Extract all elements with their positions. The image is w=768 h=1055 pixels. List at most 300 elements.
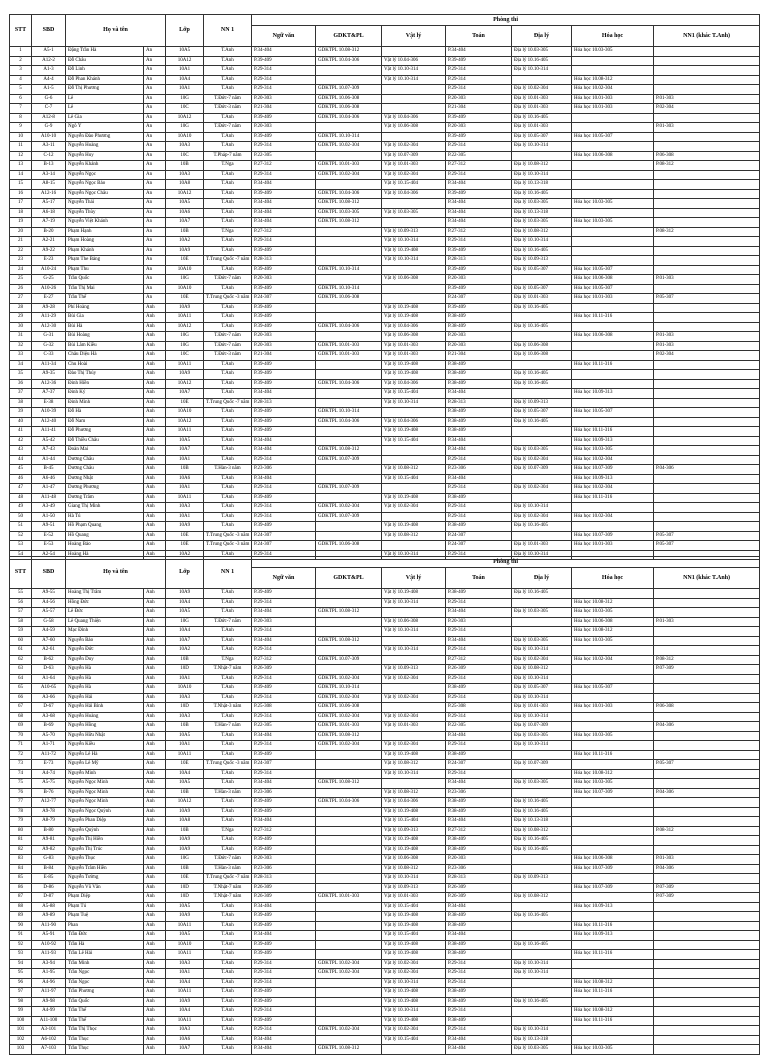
cell-stt: 90 — [10, 921, 32, 931]
header-exam-rooms: Phòng thi — [252, 557, 760, 568]
cell-gdktpl: GDKTPL 10.01-303 — [316, 351, 382, 361]
table-row — [10, 427, 760, 437]
cell-sbd: A1-71 — [32, 741, 66, 751]
cell-toan: P.20-303 — [446, 617, 512, 627]
cell-sbd: E-23 — [32, 256, 66, 266]
cell-dia-ly — [512, 950, 572, 960]
cell-vat-ly — [382, 104, 446, 114]
cell-gender-suffix: Anh — [144, 902, 166, 912]
cell-sbd: E-38 — [32, 398, 66, 408]
cell-stt: 52 — [10, 531, 32, 541]
cell-sbd: A4-96 — [32, 978, 66, 988]
cell-vat-ly — [382, 85, 446, 95]
cell-toan: P.29-314 — [446, 237, 512, 247]
cell-hoa-hoc: Hóa học 10.06-308 — [572, 332, 654, 342]
cell-toan: P.38-409 — [446, 589, 512, 599]
table-row — [10, 807, 760, 817]
cell-hoa-hoc: Hóa học 10.09-313 — [572, 931, 654, 941]
cell-hoa-hoc: Hóa học 10.07-309 — [572, 465, 654, 475]
cell-vat-ly: Vật lý 10.10-314 — [382, 398, 446, 408]
cell-sbd: A12-36 — [32, 379, 66, 389]
cell-dia-ly: Địa lý 10.16-405 — [512, 836, 572, 846]
cell-full-name: Nguyễn Hà — [66, 674, 144, 684]
cell-full-name: Đỗ Thị Phương — [66, 85, 144, 95]
cell-stt: 83 — [10, 855, 32, 865]
cell-hoa-hoc — [572, 798, 654, 808]
cell-dia-ly: Địa lý 10.10-314 — [512, 142, 572, 152]
cell-nn1-other — [654, 493, 760, 503]
cell-sbd: E-52 — [32, 531, 66, 541]
cell-class: 10A10 — [166, 940, 204, 950]
cell-ngu-van: P.20-303 — [252, 332, 316, 342]
cell-nn1-other: P.05-307 — [654, 531, 760, 541]
cell-nn1-other — [654, 417, 760, 427]
cell-stt: 99 — [10, 1007, 32, 1017]
cell-hoa-hoc — [572, 142, 654, 152]
table-row — [10, 56, 760, 66]
cell-hoa-hoc — [572, 398, 654, 408]
cell-class: 10B — [166, 864, 204, 874]
header-subject-nn1-other: NN1 (khác T.Anh) — [654, 568, 760, 589]
cell-hoa-hoc: Hóa học 10.05-307 — [572, 284, 654, 294]
cell-nn1: T.Anh — [204, 142, 252, 152]
cell-hoa-hoc: Hóa học 10.01-303 — [572, 94, 654, 104]
cell-nn1: T.Anh — [204, 56, 252, 66]
cell-gender-suffix: Anh — [144, 959, 166, 969]
cell-gdktpl: GDKTPL 10.10-314 — [316, 284, 382, 294]
cell-nn1-other — [654, 769, 760, 779]
cell-nn1: T.Anh — [204, 1026, 252, 1036]
header-class: Lớp — [166, 557, 204, 589]
table-row — [10, 1007, 760, 1017]
cell-hoa-hoc: Hóa học 10.03-305 — [572, 636, 654, 646]
cell-toan: P.39-409 — [446, 132, 512, 142]
cell-nn1-other: P.05-307 — [654, 294, 760, 304]
cell-full-name: Đỗ Phan Khánh — [66, 75, 144, 85]
cell-full-name: Đỗ Phương — [66, 427, 144, 437]
cell-full-name: Nguyễn Ngọc Quỳnh — [66, 807, 144, 817]
cell-gender-suffix: Anh — [144, 655, 166, 665]
cell-toan: P.34-404 — [446, 180, 512, 190]
cell-ngu-van: P.29-314 — [252, 550, 316, 560]
cell-ngu-van: P.29-314 — [252, 712, 316, 722]
cell-hoa-hoc — [572, 893, 654, 903]
cell-sbd: A10-26 — [32, 284, 66, 294]
cell-ngu-van: P.20-303 — [252, 855, 316, 865]
cell-ngu-van: P.29-314 — [252, 512, 316, 522]
cell-toan: P.38-409 — [446, 417, 512, 427]
cell-nn1-other — [654, 398, 760, 408]
cell-stt: 26 — [10, 284, 32, 294]
cell-stt: 58 — [10, 617, 32, 627]
cell-dia-ly — [512, 921, 572, 931]
cell-nn1: T.Anh — [204, 807, 252, 817]
cell-full-name: Trần Thục — [66, 1035, 144, 1045]
cell-stt: 78 — [10, 807, 32, 817]
cell-full-name: Lê — [66, 104, 144, 114]
cell-gdktpl: GDKTPL 10.07-309 — [316, 655, 382, 665]
table-row — [10, 104, 760, 114]
cell-dia-ly: Địa lý 10.03-305 — [512, 446, 572, 456]
cell-hoa-hoc: Hóa học 10.02-304 — [572, 85, 654, 95]
cell-full-name: Đinh Ký — [66, 389, 144, 399]
cell-dia-ly: Địa lý 10.05-307 — [512, 284, 572, 294]
table-row — [10, 760, 760, 770]
cell-stt: 72 — [10, 750, 32, 760]
cell-ngu-van: P.28-313 — [252, 256, 316, 266]
table-row — [10, 246, 760, 256]
cell-gender-suffix: Anh — [144, 703, 166, 713]
cell-nn1: T.Trung Quốc -3 năm — [204, 294, 252, 304]
cell-toan: P.20-303 — [446, 275, 512, 285]
cell-vat-ly: Vật lý 10.19-408 — [382, 427, 446, 437]
cell-class: 10A10 — [166, 684, 204, 694]
table-row — [10, 636, 760, 646]
cell-dia-ly — [512, 313, 572, 323]
cell-ngu-van: P.39-409 — [252, 313, 316, 323]
table-row — [10, 161, 760, 171]
cell-hoa-hoc — [572, 646, 654, 656]
cell-ngu-van: P.39-409 — [252, 997, 316, 1007]
cell-vat-ly: Vật lý 10.15-404 — [382, 817, 446, 827]
cell-vat-ly — [382, 199, 446, 209]
cell-dia-ly: Địa lý 10.10-314 — [512, 693, 572, 703]
cell-ngu-van: P.20-303 — [252, 275, 316, 285]
cell-nn1-other — [654, 1016, 760, 1026]
cell-hoa-hoc: Hóa học 10.03-305 — [572, 1045, 654, 1055]
cell-gender-suffix: Anh — [144, 950, 166, 960]
cell-nn1-other — [654, 912, 760, 922]
cell-class: 10B — [166, 161, 204, 171]
header-subject-gdktpl: GDKT&PL — [316, 568, 382, 589]
cell-class: 10A7 — [166, 636, 204, 646]
cell-nn1-other: P.04-306 — [654, 864, 760, 874]
cell-ngu-van: P.26-309 — [252, 665, 316, 675]
cell-nn1-other — [654, 988, 760, 998]
cell-toan: P.38-409 — [446, 798, 512, 808]
cell-ngu-van: P.34-404 — [252, 931, 316, 941]
cell-toan: P.21-304 — [446, 351, 512, 361]
cell-ngu-van: P.34-404 — [252, 47, 316, 57]
cell-hoa-hoc — [572, 351, 654, 361]
cell-full-name: Nguyễn Hữu Nhật — [66, 731, 144, 741]
cell-toan: P.34-404 — [446, 218, 512, 228]
cell-gender-suffix: Anh — [144, 512, 166, 522]
table-row — [10, 322, 760, 332]
cell-nn1: T.Nhật-7 năm — [204, 665, 252, 675]
cell-gender-suffix: Anh — [144, 550, 166, 560]
cell-vat-ly: Vật lý 10.02-304 — [382, 170, 446, 180]
cell-sbd: A11-90 — [32, 921, 66, 931]
cell-ngu-van: P.39-409 — [252, 921, 316, 931]
cell-nn1: T.Anh — [204, 1016, 252, 1026]
cell-gender-suffix: An — [144, 246, 166, 256]
cell-sbd: B-20 — [32, 227, 66, 237]
cell-dia-ly — [512, 627, 572, 637]
cell-toan: P.34-404 — [446, 199, 512, 209]
cell-dia-ly: Địa lý 10.07-309 — [512, 760, 572, 770]
cell-class: 10A10 — [166, 408, 204, 418]
cell-vat-ly: Vật lý 10.02-304 — [382, 674, 446, 684]
cell-hoa-hoc — [572, 693, 654, 703]
cell-vat-ly: Vật lý 10.09-313 — [382, 826, 446, 836]
cell-toan: P.27-312 — [446, 227, 512, 237]
cell-full-name: Nguyễn Ngọc Minh — [66, 779, 144, 789]
cell-toan: P.38-409 — [446, 921, 512, 931]
cell-sbd: C-33 — [32, 351, 66, 361]
cell-dia-ly — [512, 769, 572, 779]
cell-ngu-van: P.39-409 — [252, 988, 316, 998]
cell-gender-suffix: Anh — [144, 988, 166, 998]
cell-nn1-other — [654, 47, 760, 57]
cell-stt: 6 — [10, 94, 32, 104]
table-row — [10, 874, 760, 884]
cell-gender-suffix: An — [144, 66, 166, 76]
cell-class: 10A3 — [166, 712, 204, 722]
table-row — [10, 132, 760, 142]
cell-vat-ly: Vật lý 10.02-304 — [382, 1026, 446, 1036]
cell-class: 10C — [166, 151, 204, 161]
cell-gender-suffix: Anh — [144, 883, 166, 893]
cell-toan: P.38-409 — [446, 684, 512, 694]
cell-nn1: T.Anh — [204, 360, 252, 370]
cell-class: 10B — [166, 227, 204, 237]
cell-class: 10A9 — [166, 836, 204, 846]
cell-stt: 67 — [10, 703, 32, 713]
cell-class: 10A4 — [166, 1007, 204, 1017]
cell-vat-ly — [382, 294, 446, 304]
cell-dia-ly: Địa lý 10.10-314 — [512, 503, 572, 513]
cell-full-name: Hồ Phạm Quang — [66, 522, 144, 532]
cell-class: 10A8 — [166, 180, 204, 190]
table-row — [10, 531, 760, 541]
cell-toan: P.29-314 — [446, 978, 512, 988]
cell-class: 10E — [166, 256, 204, 266]
cell-ngu-van: P.39-409 — [252, 56, 316, 66]
cell-gender-suffix: Anh — [144, 417, 166, 427]
cell-nn1: T.Anh — [204, 589, 252, 599]
cell-dia-ly — [512, 750, 572, 760]
cell-ngu-van: P.27-312 — [252, 826, 316, 836]
table-row — [10, 665, 760, 675]
cell-nn1-other — [654, 370, 760, 380]
cell-gdktpl — [316, 180, 382, 190]
cell-gdktpl — [316, 817, 382, 827]
cell-stt: 43 — [10, 446, 32, 456]
cell-stt: 61 — [10, 646, 32, 656]
cell-hoa-hoc — [572, 874, 654, 884]
cell-ngu-van: P.34-404 — [252, 180, 316, 190]
cell-nn1: T.Anh — [204, 75, 252, 85]
cell-dia-ly: Địa lý 10.03-305 — [512, 636, 572, 646]
cell-vat-ly: Vật lý 10.19-408 — [382, 589, 446, 599]
cell-hoa-hoc — [572, 845, 654, 855]
cell-nn1-other: P.07-309 — [654, 665, 760, 675]
cell-full-name: Bùi Lâm Kiều — [66, 341, 144, 351]
table-row — [10, 826, 760, 836]
cell-hoa-hoc: Hóa học 10.05-307 — [572, 684, 654, 694]
cell-full-name: Lê Đức — [66, 608, 144, 618]
cell-toan: P.20-303 — [446, 123, 512, 133]
cell-gender-suffix: Anh — [144, 484, 166, 494]
cell-dia-ly: Địa lý 10.03-305 — [512, 731, 572, 741]
cell-class: 10C — [166, 104, 204, 114]
cell-nn1-other — [654, 237, 760, 247]
cell-gdktpl: GDKTPL 10.02-304 — [316, 712, 382, 722]
cell-toan: P.29-314 — [446, 674, 512, 684]
cell-gender-suffix: Anh — [144, 541, 166, 551]
cell-full-name: Phạm Hạnh — [66, 227, 144, 237]
cell-dia-ly: Địa lý 10.10-314 — [512, 1026, 572, 1036]
table-row — [10, 408, 760, 418]
header-subject-toan: Toán — [446, 26, 512, 47]
cell-sbd: B-62 — [32, 655, 66, 665]
cell-nn1-other: P.04-306 — [654, 465, 760, 475]
table-row — [10, 151, 760, 161]
cell-dia-ly: Địa lý 10.06-308 — [512, 351, 572, 361]
cell-class: 10A9 — [166, 522, 204, 532]
cell-vat-ly: Vật lý 10.19-408 — [382, 845, 446, 855]
cell-class: 10A1 — [166, 484, 204, 494]
cell-full-name: Bùi Hà — [66, 322, 144, 332]
cell-class: 10E — [166, 541, 204, 551]
cell-hoa-hoc: Hóa học 10.06-308 — [572, 617, 654, 627]
cell-gdktpl: GDKTPL 10.02-304 — [316, 741, 382, 751]
cell-class: 10A3 — [166, 1026, 204, 1036]
cell-dia-ly — [512, 988, 572, 998]
cell-sbd: E-53 — [32, 541, 66, 551]
cell-hoa-hoc: Hóa học 10.11-316 — [572, 313, 654, 323]
header-subject-ngu-van: Ngữ văn — [252, 568, 316, 589]
cell-hoa-hoc — [572, 56, 654, 66]
cell-hoa-hoc — [572, 189, 654, 199]
cell-gdktpl: GDKTPL 10.08-312 — [316, 446, 382, 456]
cell-gdktpl — [316, 807, 382, 817]
cell-vat-ly: Vật lý 10.19-408 — [382, 360, 446, 370]
cell-ngu-van: P.34-404 — [252, 902, 316, 912]
cell-hoa-hoc — [572, 237, 654, 247]
table-row — [10, 978, 760, 988]
cell-stt: 2 — [10, 56, 32, 66]
table-row — [10, 712, 760, 722]
cell-nn1-other — [654, 874, 760, 884]
cell-hoa-hoc — [572, 170, 654, 180]
cell-gdktpl: GDKTPL 10.04-306 — [316, 113, 382, 123]
header-subject-nn1-other: NN1 (khác T.Anh) — [654, 26, 760, 47]
cell-toan: P.24-307 — [446, 541, 512, 551]
cell-gdktpl — [316, 436, 382, 446]
cell-sbd: A7-43 — [32, 446, 66, 456]
cell-stt: 86 — [10, 883, 32, 893]
cell-sbd: A12-16 — [32, 189, 66, 199]
table-row — [10, 883, 760, 893]
cell-class: 10A6 — [166, 208, 204, 218]
cell-nn1: T.Nhật-3 năm — [204, 703, 252, 713]
cell-sbd: A9-35 — [32, 370, 66, 380]
cell-sbd: A11-41 — [32, 427, 66, 437]
cell-full-name: Nguyễn Ngọc — [66, 170, 144, 180]
cell-hoa-hoc: Hóa học 10.09-313 — [572, 436, 654, 446]
cell-class: 10A11 — [166, 313, 204, 323]
cell-nn1-other — [654, 684, 760, 694]
cell-nn1-other — [654, 66, 760, 76]
cell-dia-ly — [512, 788, 572, 798]
cell-class: 10B — [166, 465, 204, 475]
cell-nn1-other — [654, 627, 760, 637]
cell-gdktpl — [316, 75, 382, 85]
cell-ngu-van: P.34-404 — [252, 389, 316, 399]
cell-toan: P.39-409 — [446, 56, 512, 66]
cell-ngu-van: P.39-409 — [252, 322, 316, 332]
cell-nn1-other: P.04-306 — [654, 788, 760, 798]
cell-nn1-other — [654, 817, 760, 827]
table-row — [10, 417, 760, 427]
cell-nn1-other — [654, 427, 760, 437]
cell-full-name: Nguyễn Ngọc Minh — [66, 788, 144, 798]
cell-dia-ly: Địa lý 10.10-314 — [512, 646, 572, 656]
cell-hoa-hoc: Hóa học 10.06-308 — [572, 275, 654, 285]
cell-dia-ly: Địa lý 10.16-405 — [512, 189, 572, 199]
cell-gender-suffix: Anh — [144, 608, 166, 618]
cell-stt: 53 — [10, 541, 32, 551]
cell-gender-suffix: An — [144, 180, 166, 190]
cell-ngu-van: P.34-404 — [252, 199, 316, 209]
cell-stt: 25 — [10, 275, 32, 285]
cell-gender-suffix: Anh — [144, 855, 166, 865]
header-subject-ngu-van: Ngữ văn — [252, 26, 316, 47]
cell-nn1: T.Anh — [204, 313, 252, 323]
cell-class: 10E — [166, 760, 204, 770]
cell-dia-ly: Địa lý 10.05-307 — [512, 408, 572, 418]
cell-vat-ly: Vật lý 10.06-308 — [382, 275, 446, 285]
cell-class: 10A12 — [166, 56, 204, 66]
cell-sbd: A3-49 — [32, 503, 66, 513]
cell-gdktpl — [316, 531, 382, 541]
cell-stt: 23 — [10, 256, 32, 266]
cell-stt: 8 — [10, 113, 32, 123]
cell-toan: P.38-409 — [446, 427, 512, 437]
cell-hoa-hoc — [572, 522, 654, 532]
cell-nn1-other — [654, 512, 760, 522]
cell-ngu-van: P.29-314 — [252, 484, 316, 494]
cell-ngu-van: P.21-304 — [252, 104, 316, 114]
cell-gender-suffix: Anh — [144, 370, 166, 380]
cell-nn1: T.Anh — [204, 931, 252, 941]
header-class: Lớp — [166, 15, 204, 47]
cell-class: 10A7 — [166, 218, 204, 228]
cell-stt: 68 — [10, 712, 32, 722]
cell-full-name: Trần Ngọc — [66, 978, 144, 988]
cell-gender-suffix: An — [144, 161, 166, 171]
cell-toan: P.38-409 — [446, 950, 512, 960]
cell-full-name: Nguyễn Tường — [66, 874, 144, 884]
cell-hoa-hoc — [572, 826, 654, 836]
table-row — [10, 608, 760, 618]
cell-gdktpl: GDKTPL 10.04-306 — [316, 417, 382, 427]
cell-dia-ly — [512, 855, 572, 865]
cell-sbd: A5-17 — [32, 199, 66, 209]
cell-dia-ly: Địa lý 10.02-304 — [512, 512, 572, 522]
cell-full-name: Phí Hoàng — [66, 303, 144, 313]
cell-gdktpl — [316, 598, 382, 608]
table-row — [10, 446, 760, 456]
table-row — [10, 474, 760, 484]
cell-hoa-hoc: Hóa học 10.08-312 — [572, 627, 654, 637]
table-row — [10, 674, 760, 684]
table-row — [10, 142, 760, 152]
cell-dia-ly: Địa lý 10.01-303 — [512, 294, 572, 304]
cell-class: 10A12 — [166, 379, 204, 389]
